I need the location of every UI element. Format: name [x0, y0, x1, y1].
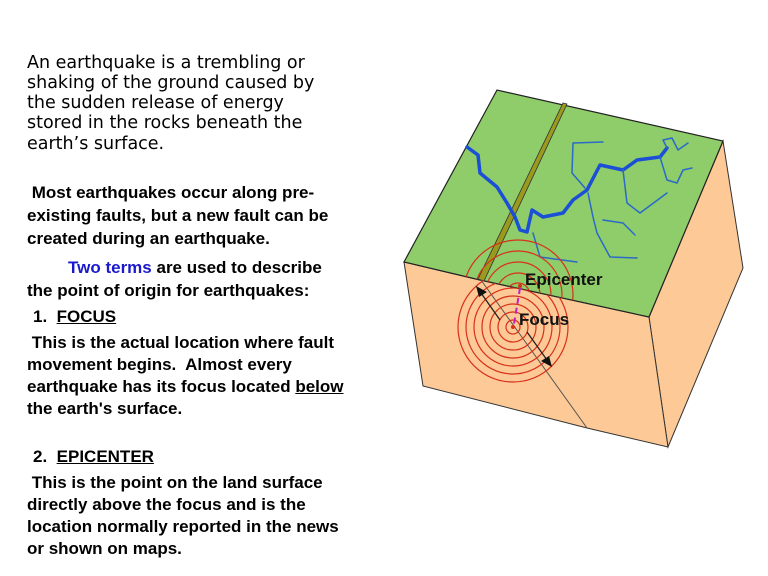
- faults-line: created during an earthquake.: [27, 229, 270, 248]
- epicenter-line: This is the point on the land surface: [27, 473, 323, 492]
- intro-line: stored in the rocks beneath the: [27, 113, 303, 133]
- terms-rest: are used to describe: [151, 258, 322, 277]
- epicenter-label: Epicenter: [525, 270, 603, 289]
- epicenter-number: 2.: [33, 447, 48, 466]
- faults-line: existing faults, but a new fault can be: [27, 206, 329, 225]
- focus-title: FOCUS: [56, 307, 117, 326]
- focus-line: the earth's surface.: [27, 399, 183, 418]
- below-emphasis: below: [295, 377, 344, 396]
- epicenter-title: EPICENTER: [56, 447, 154, 466]
- focus-number: 1.: [33, 307, 48, 326]
- focus-label: Focus: [519, 310, 570, 329]
- intro-line: earth’s surface.: [27, 134, 165, 154]
- faults-line: Most earthquakes occur along pre-: [27, 183, 315, 202]
- epicenter-line: location normally reported in the news: [27, 517, 339, 536]
- intro-line: An earthquake is a trembling or: [27, 53, 305, 73]
- epicenter-line: directly above the focus and is the: [27, 495, 306, 514]
- epicenter-line: or shown on maps.: [27, 539, 182, 558]
- epicenter-dot: [518, 284, 522, 288]
- focus-line: movement begins. Almost every: [27, 355, 292, 374]
- intro-line: shaking of the ground caused by: [27, 73, 315, 93]
- terms-line-2: the point of origin for earthquakes:: [27, 281, 310, 300]
- focus-line: This is the actual location where fault: [27, 333, 335, 352]
- focus-line-text: earthquake has its focus located: [27, 377, 296, 396]
- intro-line: the sudden release of energy: [27, 93, 284, 113]
- focus-dot: [511, 325, 515, 329]
- terms-highlight: Two terms: [68, 258, 152, 277]
